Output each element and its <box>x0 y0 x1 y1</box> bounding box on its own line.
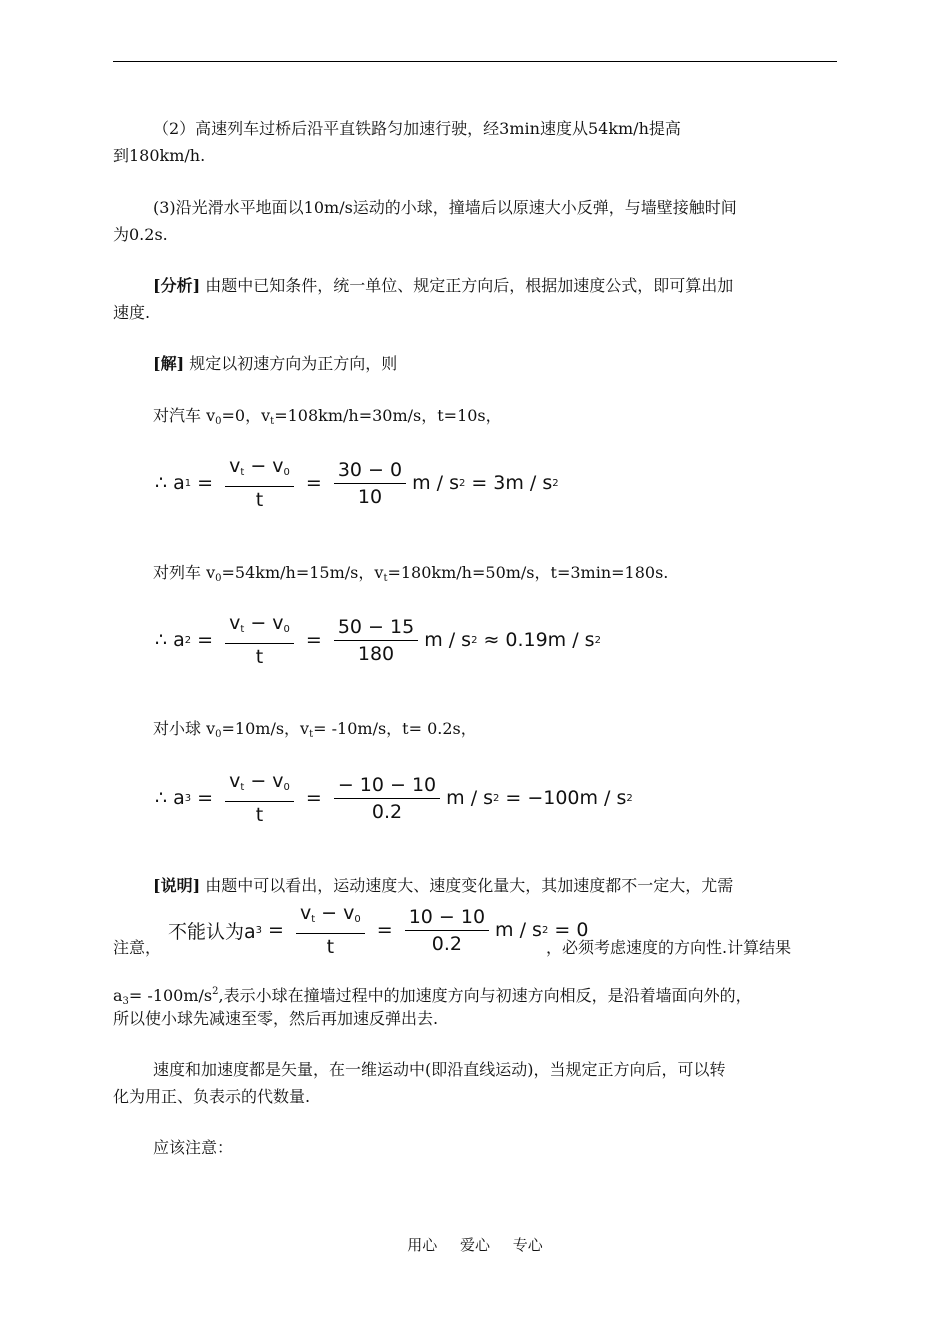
eq1-num: 30 − 0 <box>334 459 406 484</box>
eq2-result-sup: 2 <box>594 634 601 646</box>
paragraph-ball-line2: 为0.2s. <box>113 225 168 244</box>
inline-eq-minus: − <box>321 902 338 924</box>
inline-eq-vt-sub: t <box>311 914 316 925</box>
eq2-num: 50 − 15 <box>334 616 418 641</box>
ball-vt-sub: t <box>309 729 314 740</box>
inline-eq-unit-sup: 2 <box>541 924 549 936</box>
note-line4: 所以使小球先减速至零，然后再加速反弹出去. <box>113 1009 439 1028</box>
eq2-equals-2: = <box>305 629 322 651</box>
eq1-v0: v <box>272 455 284 477</box>
eq2-minus: − <box>250 612 267 634</box>
eq1-formula-fraction <box>225 455 294 511</box>
eq3-minus: − <box>250 770 267 792</box>
eq3-result-sup: 2 <box>626 792 633 804</box>
inline-eq-unit: m / s <box>495 919 542 941</box>
result-a-sub: 3 <box>122 996 129 1007</box>
eq1-equals: = <box>197 472 214 494</box>
inline-eq-v0-sub: 0 <box>354 914 361 925</box>
car-data-line <box>113 402 877 435</box>
inline-eq-den2: 0.2 <box>431 932 462 955</box>
ball-rest: = -10m/s，t= 0.2s， <box>313 719 477 738</box>
train-data-line <box>113 559 877 592</box>
therefore-symbol: ∴ <box>155 629 168 651</box>
note-post: ，必须考虑速度的方向性.计算结果 <box>546 938 792 957</box>
eq2-vt-sub: t <box>240 624 245 635</box>
equation-a3 <box>155 770 633 826</box>
inline-eq-equals: = <box>268 919 284 941</box>
eq1-vt-sub: t <box>240 467 245 478</box>
paragraph-train-line1: （2）高速列车过桥后沿平直铁路匀加速行驶，经3min速度从54km/h提高 <box>153 119 681 138</box>
eq2-value-fraction <box>334 616 418 665</box>
note-line1 <box>113 872 877 899</box>
result-val: = -100m/s <box>128 986 213 1005</box>
train-mid: =54km/h=15m/s，v <box>221 563 384 582</box>
result-a: a <box>113 986 123 1005</box>
car-vt-sub: t <box>270 416 275 427</box>
eq1-equals-3: = <box>471 472 488 494</box>
car-mid: =0，v <box>221 406 271 425</box>
inline-eq-result: = 0 <box>554 919 589 941</box>
eq2-unit: m / s <box>424 629 472 651</box>
eq1-result-sup: 2 <box>552 477 559 489</box>
car-v0-sub: 0 <box>215 416 222 427</box>
eq1-lhs-sub: 1 <box>184 477 192 489</box>
train-vt-sub: t <box>383 573 388 584</box>
train-v0-sub: 0 <box>215 573 222 584</box>
eq2-v0-sub: 0 <box>283 624 290 635</box>
eq3-formula-fraction <box>225 770 294 826</box>
eq2-approx: ≈ <box>483 629 500 651</box>
eq3-equals: = <box>197 787 214 809</box>
inline-eq-vt: v <box>299 902 312 924</box>
eq2-den: t <box>255 646 264 668</box>
result-rest: ,表示小球在撞墙过程中的加速度方向与初速方向相反，是沿着墙面向外的， <box>218 986 752 1005</box>
inline-eq-den: t <box>326 936 335 958</box>
eq3-vt: v <box>229 770 241 792</box>
eq1-value-fraction <box>334 459 406 508</box>
eq1-vt: v <box>229 455 241 477</box>
note-pre: 注意， <box>113 938 162 957</box>
eq2-lhs-sub: 2 <box>184 634 192 646</box>
equation-a1 <box>155 455 559 511</box>
paragraph-ball-line1: (3)沿光滑水平地面以10m/s运动的小球，撞墙后以原速大小反弹，与墙壁接触时间 <box>153 198 737 217</box>
inline-eq-v0: v <box>343 902 355 924</box>
inline-eq-lead-sub: 3 <box>255 924 263 936</box>
eq3-lhs: a <box>173 787 185 809</box>
analysis-tag: [分析] <box>153 276 201 295</box>
eq3-result: −100m / s <box>527 787 627 809</box>
eq1-result: 3m / s <box>493 472 553 494</box>
solution-tag: [解] <box>153 354 185 373</box>
car-rest: =108km/h=30m/s，t=10s， <box>274 406 502 425</box>
analysis-line2: 速度. <box>113 303 151 322</box>
eq1-den: t <box>255 489 264 511</box>
solution-line <box>113 350 877 377</box>
eq3-den2: 0.2 <box>371 800 403 823</box>
page-footer: 用心 爱心 专心 <box>407 1236 543 1254</box>
car-pre: 对汽车 v <box>153 406 216 425</box>
eq3-value-fraction <box>334 774 440 823</box>
eq2-v0: v <box>272 612 284 634</box>
eq2-result: 0.19m / s <box>505 629 595 651</box>
eq2-den2: 180 <box>357 642 395 665</box>
eq2-unit-sup: 2 <box>471 634 478 646</box>
header-rule <box>113 61 837 62</box>
inline-eq-equals-2: = <box>376 919 393 941</box>
eq1-equals-2: = <box>305 472 322 494</box>
eq2-vt: v <box>229 612 241 634</box>
note-tag: [说明] <box>153 876 201 895</box>
eq1-unit: m / s <box>412 472 459 494</box>
attention-line: 应该注意： <box>153 1138 234 1157</box>
eq2-equals: = <box>197 629 214 651</box>
eq1-unit-sup: 2 <box>458 477 466 489</box>
ball-data-line <box>113 715 877 748</box>
eq3-equals-3: = <box>505 787 522 809</box>
vector-line2: 化为用正、负表示的代数量. <box>113 1087 311 1106</box>
eq1-den2: 10 <box>357 485 383 508</box>
analysis-text: 由题中已知条件，统一单位、规定正方向后，根据加速度公式，即可算出加 <box>205 276 734 295</box>
eq2-lhs: a <box>173 629 185 651</box>
therefore-symbol: ∴ <box>155 472 168 494</box>
eq3-den: t <box>255 804 264 826</box>
eq2-formula-fraction <box>225 612 294 668</box>
ball-v0-sub: 0 <box>215 729 222 740</box>
eq3-lhs-sub: 3 <box>184 792 192 804</box>
solution-text: 规定以初速方向为正方向，则 <box>189 354 398 373</box>
note-text: 由题中可以看出，运动速度大、速度变化量大，其加速度都不一定大，尤需 <box>205 876 734 895</box>
paragraph-train-line2: 到180km/h. <box>113 146 206 165</box>
eq3-num: − 10 − 10 <box>334 774 440 799</box>
eq3-equals-2: = <box>305 787 322 809</box>
therefore-symbol: ∴ <box>155 787 168 809</box>
eq1-minus: − <box>250 455 267 477</box>
train-pre: 对列车 v <box>153 563 216 582</box>
result-val-sup: 2 <box>212 986 219 997</box>
eq3-v0: v <box>272 770 284 792</box>
ball-mid: =10m/s，v <box>221 719 310 738</box>
ball-pre: 对小球 v <box>153 719 216 738</box>
eq3-vt-sub: t <box>240 782 245 793</box>
analysis-line1 <box>113 272 877 299</box>
equation-a2 <box>155 612 601 668</box>
inline-eq-lead: 不能认为a <box>168 920 256 943</box>
eq3-unit-sup: 2 <box>493 792 500 804</box>
train-rest: =180km/h=50m/s，t=3min=180s. <box>387 563 669 582</box>
inline-eq-num: 10 − 10 <box>405 906 489 931</box>
eq1-lhs: a <box>173 472 185 494</box>
eq3-unit: m / s <box>446 787 494 809</box>
eq1-v0-sub: 0 <box>283 467 290 478</box>
eq3-v0-sub: 0 <box>283 782 290 793</box>
vector-line1: 速度和加速度都是矢量，在一维运动中(即沿直线运动)，当规定正方向后，可以转 <box>153 1060 726 1079</box>
